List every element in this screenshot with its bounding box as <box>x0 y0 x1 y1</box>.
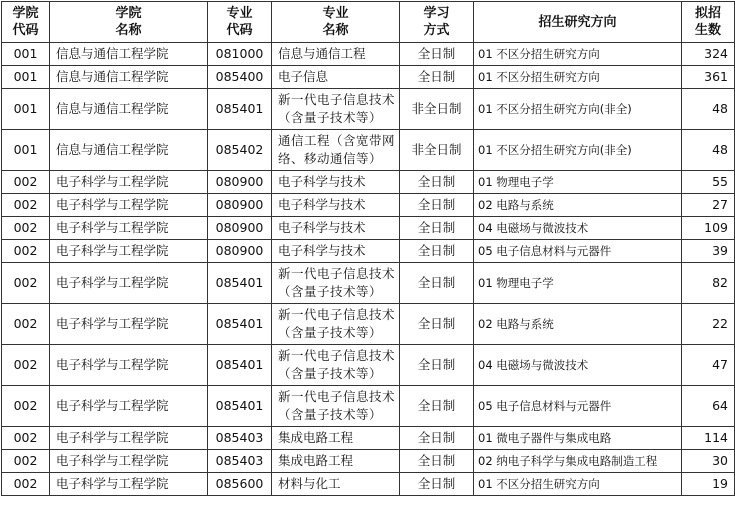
major-code-cell: 085401 <box>208 304 272 345</box>
study-mode-cell: 全日制 <box>400 427 474 450</box>
header-research-direction: 招生研究方向 <box>474 2 682 43</box>
study-mode-cell: 全日制 <box>400 473 474 496</box>
quota-cell: 48 <box>682 130 735 171</box>
table-row <box>2 345 735 386</box>
college-code-cell: 001 <box>2 66 50 89</box>
admissions-table <box>1 1 735 496</box>
study-mode-cell: 全日制 <box>400 194 474 217</box>
table-row <box>2 240 735 263</box>
table-row <box>2 450 735 473</box>
major-name-cell: 通信工程（含宽带网络、移动通信等） <box>272 130 400 171</box>
study-mode-cell: 全日制 <box>400 43 474 66</box>
quota-cell: 109 <box>682 217 735 240</box>
college-code-cell: 002 <box>2 304 50 345</box>
study-mode-cell: 全日制 <box>400 263 474 304</box>
major-name-cell: 电子科学与技术 <box>272 194 400 217</box>
table-row <box>2 130 735 171</box>
college-code-cell: 002 <box>2 473 50 496</box>
quota-cell: 27 <box>682 194 735 217</box>
header-major-name: 专业 名称 <box>272 2 400 43</box>
research-direction-cell: 01 不区分招生研究方向(非全) <box>474 130 682 171</box>
college-code-cell: 002 <box>2 345 50 386</box>
college-name-cell: 电子科学与工程学院 <box>50 386 208 427</box>
college-code-cell: 001 <box>2 89 50 130</box>
header-row <box>2 2 735 43</box>
research-direction-cell: 01 物理电子学 <box>474 171 682 194</box>
study-mode-cell: 全日制 <box>400 386 474 427</box>
major-name-cell: 新一代电子信息技术（含量子技术等） <box>272 89 400 130</box>
table-row <box>2 304 735 345</box>
header-major-code: 专业 代码 <box>208 2 272 43</box>
quota-cell: 47 <box>682 345 735 386</box>
college-name-cell: 电子科学与工程学院 <box>50 345 208 386</box>
major-code-cell: 085403 <box>208 450 272 473</box>
header-college-name: 学院 名称 <box>50 2 208 43</box>
college-code-cell: 002 <box>2 386 50 427</box>
major-code-cell: 085403 <box>208 427 272 450</box>
research-direction-cell: 01 微电子器件与集成电路 <box>474 427 682 450</box>
research-direction-cell: 02 纳电子科学与集成电路制造工程 <box>474 450 682 473</box>
study-mode-cell: 非全日制 <box>400 130 474 171</box>
college-name-cell: 电子科学与工程学院 <box>50 427 208 450</box>
research-direction-cell: 01 不区分招生研究方向(非全) <box>474 89 682 130</box>
quota-cell: 324 <box>682 43 735 66</box>
major-code-cell: 085401 <box>208 89 272 130</box>
college-name-cell: 信息与通信工程学院 <box>50 89 208 130</box>
quota-cell: 22 <box>682 304 735 345</box>
quota-cell: 39 <box>682 240 735 263</box>
college-code-cell: 002 <box>2 263 50 304</box>
major-code-cell: 085401 <box>208 345 272 386</box>
college-code-cell: 001 <box>2 43 50 66</box>
research-direction-cell: 05 电子信息材料与元器件 <box>474 240 682 263</box>
major-name-cell: 电子科学与技术 <box>272 171 400 194</box>
table-row <box>2 66 735 89</box>
table-row <box>2 89 735 130</box>
table-row <box>2 473 735 496</box>
research-direction-cell: 01 不区分招生研究方向 <box>474 66 682 89</box>
quota-cell: 82 <box>682 263 735 304</box>
college-name-cell: 电子科学与工程学院 <box>50 304 208 345</box>
college-code-cell: 001 <box>2 130 50 171</box>
college-name-cell: 电子科学与工程学院 <box>50 194 208 217</box>
major-name-cell: 集成电路工程 <box>272 450 400 473</box>
college-name-cell: 信息与通信工程学院 <box>50 43 208 66</box>
major-name-cell: 电子信息 <box>272 66 400 89</box>
quota-cell: 48 <box>682 89 735 130</box>
quota-cell: 361 <box>682 66 735 89</box>
major-name-cell: 新一代电子信息技术（含量子技术等） <box>272 345 400 386</box>
quota-cell: 30 <box>682 450 735 473</box>
college-name-cell: 信息与通信工程学院 <box>50 66 208 89</box>
table-row <box>2 263 735 304</box>
table-row <box>2 171 735 194</box>
study-mode-cell: 非全日制 <box>400 89 474 130</box>
major-code-cell: 080900 <box>208 194 272 217</box>
college-name-cell: 电子科学与工程学院 <box>50 217 208 240</box>
college-name-cell: 电子科学与工程学院 <box>50 473 208 496</box>
major-name-cell: 新一代电子信息技术（含量子技术等） <box>272 386 400 427</box>
major-code-cell: 085401 <box>208 386 272 427</box>
header-quota: 拟招 生数 <box>682 2 735 43</box>
research-direction-cell: 04 电磁场与微波技术 <box>474 217 682 240</box>
major-name-cell: 材料与化工 <box>272 473 400 496</box>
major-name-cell: 新一代电子信息技术（含量子技术等） <box>272 304 400 345</box>
college-name-cell: 信息与通信工程学院 <box>50 130 208 171</box>
quota-cell: 19 <box>682 473 735 496</box>
college-name-cell: 电子科学与工程学院 <box>50 263 208 304</box>
table-row <box>2 194 735 217</box>
study-mode-cell: 全日制 <box>400 304 474 345</box>
study-mode-cell: 全日制 <box>400 240 474 263</box>
major-code-cell: 085600 <box>208 473 272 496</box>
major-code-cell: 080900 <box>208 217 272 240</box>
research-direction-cell: 01 物理电子学 <box>474 263 682 304</box>
major-code-cell: 080900 <box>208 171 272 194</box>
major-code-cell: 085401 <box>208 263 272 304</box>
study-mode-cell: 全日制 <box>400 66 474 89</box>
research-direction-cell: 01 不区分招生研究方向 <box>474 473 682 496</box>
table-row <box>2 43 735 66</box>
major-code-cell: 080900 <box>208 240 272 263</box>
study-mode-cell: 全日制 <box>400 217 474 240</box>
major-name-cell: 新一代电子信息技术（含量子技术等） <box>272 263 400 304</box>
major-name-cell: 集成电路工程 <box>272 427 400 450</box>
header-study-mode: 学习 方式 <box>400 2 474 43</box>
college-name-cell: 电子科学与工程学院 <box>50 240 208 263</box>
research-direction-cell: 02 电路与系统 <box>474 304 682 345</box>
table-row <box>2 217 735 240</box>
college-code-cell: 002 <box>2 240 50 263</box>
table-row <box>2 386 735 427</box>
research-direction-cell: 04 电磁场与微波技术 <box>474 345 682 386</box>
major-code-cell: 085402 <box>208 130 272 171</box>
college-code-cell: 002 <box>2 427 50 450</box>
header-college-code: 学院 代码 <box>2 2 50 43</box>
quota-cell: 114 <box>682 427 735 450</box>
study-mode-cell: 全日制 <box>400 345 474 386</box>
table-body <box>2 43 735 496</box>
major-name-cell: 电子科学与技术 <box>272 240 400 263</box>
quota-cell: 55 <box>682 171 735 194</box>
study-mode-cell: 全日制 <box>400 171 474 194</box>
college-name-cell: 电子科学与工程学院 <box>50 450 208 473</box>
college-name-cell: 电子科学与工程学院 <box>50 171 208 194</box>
major-name-cell: 信息与通信工程 <box>272 43 400 66</box>
research-direction-cell: 05 电子信息材料与元器件 <box>474 386 682 427</box>
major-code-cell: 085400 <box>208 66 272 89</box>
college-code-cell: 002 <box>2 217 50 240</box>
major-name-cell: 电子科学与技术 <box>272 217 400 240</box>
research-direction-cell: 02 电路与系统 <box>474 194 682 217</box>
college-code-cell: 002 <box>2 450 50 473</box>
study-mode-cell: 全日制 <box>400 450 474 473</box>
college-code-cell: 002 <box>2 194 50 217</box>
quota-cell: 64 <box>682 386 735 427</box>
research-direction-cell: 01 不区分招生研究方向 <box>474 43 682 66</box>
college-code-cell: 002 <box>2 171 50 194</box>
major-code-cell: 081000 <box>208 43 272 66</box>
table-row <box>2 427 735 450</box>
